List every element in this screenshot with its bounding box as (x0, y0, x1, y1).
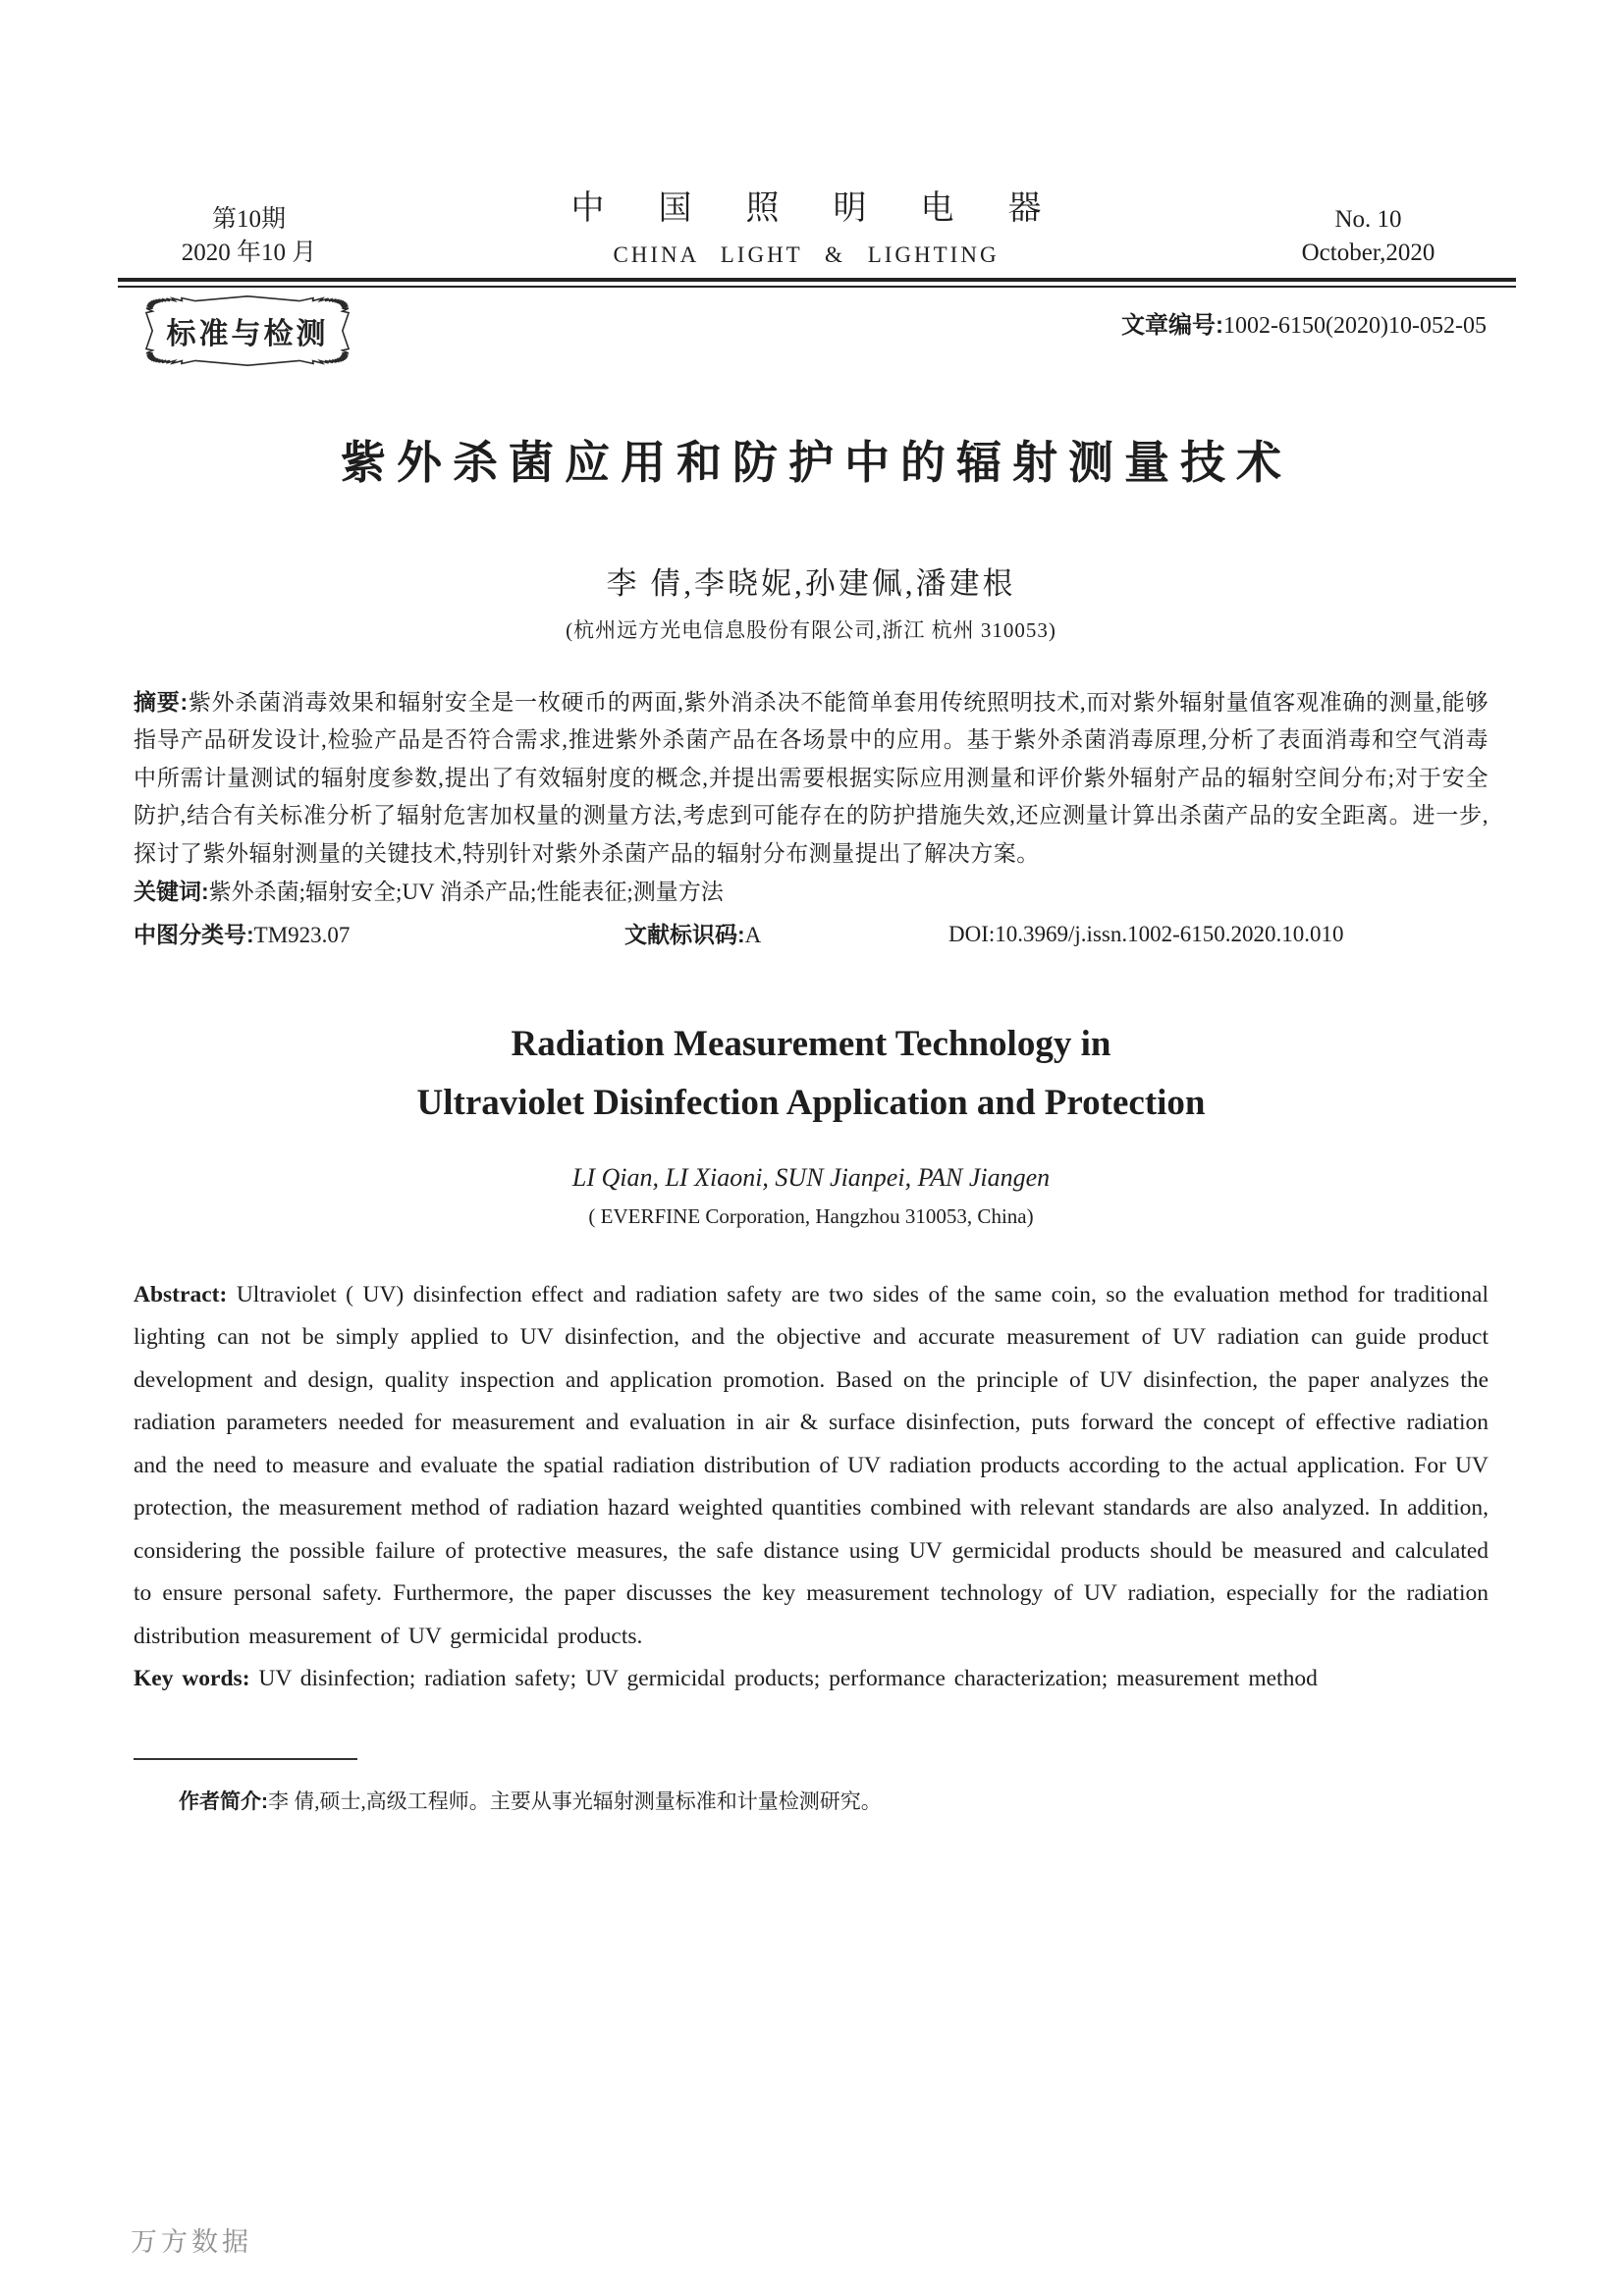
author-bio-text: 李 倩,硕士,高级工程师。主要从事光辐射测量标准和计量检测研究。 (268, 1789, 882, 1813)
masthead-double-rule (118, 278, 1516, 288)
article-number-label: 文章编号: (1121, 311, 1224, 339)
badge-row (134, 290, 1489, 376)
column-badge (141, 292, 353, 370)
authors-cn: 李 倩,李晓妮,孙建佩,潘建根 (606, 565, 1016, 601)
article-title-cn: 紫外杀菌应用和防护中的辐射测量技术 (341, 436, 1292, 488)
footnote-divider (134, 1758, 357, 1760)
footnote (134, 1758, 1489, 1815)
masthead-issue-cn (134, 203, 364, 270)
document-code: 文献标识码:A (624, 921, 762, 947)
classification-row (134, 916, 1489, 954)
author-bio-label: 作者简介: (179, 1789, 268, 1813)
issue-date-en: October,2020 (1301, 240, 1435, 267)
affiliation-cn: (杭州远方光电信息股份有限公司,浙江 杭州 310053) (566, 617, 1056, 642)
article-title-en-line1: Radiation Measurement Technology in (511, 1023, 1111, 1064)
article-title-en (134, 1015, 1489, 1133)
abstract-en-text: Ultraviolet ( UV) disinfection effect and radiation safety are two sides of the same coin, so the evaluation method for traditional lighting can not be simply applied to UV disinfection, and the objective and accurate measurement of UV radiation can guide product development and design, quality inspection and application promotion. Based on the principle of UV disinfection, the paper analyzes the radiation parameters needed for measurement and evaluation in air & surface disinfection, puts forward the concept of effective radiation and the need to measure and evaluate the spatial radiation distribution of UV radiation products according to the actual application. For UV protection, the measurement method of radiation hazard weighted quantities combined with relevant standards are also analyzed. In addition, considering the possible failure of protective measures, the safe distance using UV germicidal products should be measured and calculated to ensure personal safety. Furthermore, the paper discusses the key measurement technology of UV radiation, especially for the radiation distribution measurement of UV germicidal products. (134, 1281, 1489, 1649)
keywords-en-text: UV disinfection; radiation safety; UV germicidal products; performance characterization; measurement method (258, 1666, 1318, 1692)
affiliation-en: ( EVERFINE Corporation, Hangzhou 310053, China) (588, 1203, 1034, 1228)
keywords-en (134, 1658, 1489, 1701)
article-title-en-line2: Ultraviolet Disinfection Application and Protection (416, 1082, 1206, 1123)
author-bio (179, 1786, 1489, 1815)
issue-number-en: No. 10 (1334, 206, 1402, 234)
keywords-cn-label: 关键词: (134, 879, 209, 905)
journal-title-en: CHINA LIGHT & LIGHTING (613, 241, 1000, 267)
issue-date-cn: 2020 年10 月 (181, 240, 317, 267)
abstract-en (134, 1274, 1489, 1659)
abstract-cn-text: 紫外杀菌消毒效果和辐射安全是一枚硬币的两面,紫外消杀决不能简单套用传统照明技术,而对紫外辐射量值客观准确的测量,能够指导产品研发设计,检验产品是否符合需求,推进紫外杀菌产品在各场景中的应用。基于紫外杀菌消毒原理,分析了表面消毒和空气消毒中所需计量测试的辐射度参数,提出了有效辐射度的概念,并提出需要根据实际应用测量和评价紫外辐射产品的辐射空间分布;对于安全防护,结合有关标准分析了辐射危害加权量的测量方法,考虑到可能存在的防护措施失效,还应测量计算出杀菌产品的安全距离。进一步,探讨了紫外辐射测量的关键技术,特别针对紫外杀菌产品的辐射分布测量提出了解决方案。 (134, 689, 1489, 866)
masthead-journal (364, 187, 1248, 270)
keywords-cn-text: 紫外杀菌;辐射安全;UV 消杀产品;性能表征;测量方法 (208, 880, 724, 905)
keywords-en-label: Key words: (134, 1666, 250, 1692)
journal-title-cn: 中国照明电器 (570, 190, 1096, 227)
article-number (1121, 305, 1487, 340)
doi: DOI:10.3969/j.issn.1002-6150.2020.10.010 (948, 921, 1344, 946)
column-badge-label: 标准与检测 (166, 317, 329, 350)
article-number-value: 1002-6150(2020)10-052-05 (1223, 312, 1487, 339)
masthead-issue-en (1248, 203, 1489, 270)
masthead (134, 0, 1489, 270)
watermark-wanfang: 万方数据 (131, 2227, 252, 2257)
issue-number-cn: 第10期 (211, 206, 286, 234)
authors-en: LI Qian, LI Xiaoni, SUN Jianpei, PAN Jiangen (571, 1162, 1051, 1192)
abstract-cn (134, 683, 1489, 874)
clc-number: 中图分类号:TM923.07 (134, 921, 351, 947)
keywords-cn (134, 873, 1489, 912)
abstract-cn-label: 摘要: (134, 688, 189, 715)
abstract-en-label: Abstract: (134, 1281, 228, 1308)
